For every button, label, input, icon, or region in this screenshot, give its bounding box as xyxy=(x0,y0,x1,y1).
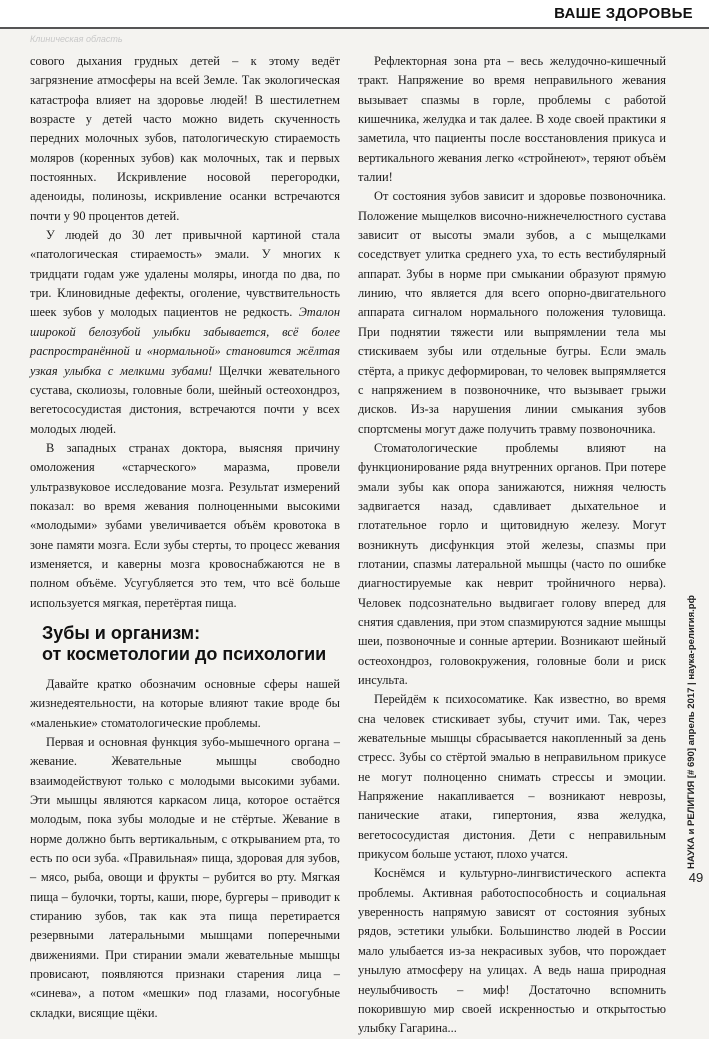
paragraph: В западных странах доктора, выясняя причину омоложения «старческого» маразма, провели ультразвуковое исследование мозга. Результат измерений показал: во время жевания полноценными высокими «молодыми» зубами увеличивается объём кровотока в зоне памяти мозга. Если зубы стерты, то процесс жевания изменяется, и каверны мозга кровоснабжаются не в полном объёме. Усугубляется это тем, что всё больше используется мягкая, перетёртая пища. xyxy=(30,440,340,610)
left-column xyxy=(30,52,340,1023)
paragraph: Рефлекторная зона рта – весь желудочно-кишечный тракт. Напряжение во время неправильного жевания вызывает спазмы в горле, проблемы с работой кишечника, желудка и так далее. В ходе своей практики я заметила, что пациенты после восстановления прикуса и вертикального жевания легко «стройнеют», теряют объём талии! xyxy=(358,54,666,185)
subheading xyxy=(42,623,340,665)
paragraph: Давайте кратко обозначим основные сферы нашей жизнедеятельности, на которые влияют такие вроде бы «маленькие» стоматологические проблемы. xyxy=(30,676,340,730)
page-number: 49 xyxy=(688,870,704,885)
paragraph: сового дыхания грудных детей – к этому ведёт загрязнение атмосферы на всей Земле. Так экологическая катастрофа влияет на здоровье людей! В шестилетнем возрасте у детей часто можно видеть скученность передних молочных зубов, патологическую стираемость моляров (коренных зубов) как молочных, так и первых постоянных. Искривление носовой перегородки, аденоиды, полинозы, искривление осанки встречаются почти у 90 процентов детей. xyxy=(30,54,340,223)
paragraph: От состояния зубов зависит и здоровье позвоночника. Положение мыщелков височно-нижнечелюстного сустава зависит от высоты эмали зубов, а с мыщелками соседствует улитка среднего уха, то есть вестибулярный аппарат. Зубы в норме при смыкании образуют прямую линию, что является для всего опорно-двигательного аппарата сигналом нормального положения туловища. При поднятии тяжести или выпрямлении тела мы стискиваем зубы или отдельные бугры. Если эмаль стёрта, а прикус деформирован, то человек выпрямляется с напряжением в позвоночнике, что вызывает грыжи дисков. Из-за нарушения линии смыкания зубов спортсмены могут даже получить травму позвоночника. xyxy=(358,189,666,436)
header-rule xyxy=(0,27,709,29)
vertical-masthead xyxy=(684,595,704,880)
paragraph: Коснёмся и культурно-лингвистического аспекта проблемы. Активная работоспособность и социальная уверенность напрямую зависят от состояния зубных рядов, эстетики улыбки. Большинство людей в России мало улыбается из-за некрасивых зубов, что порождает унылую атмосферу на улицах. А ведь наша природная неулыбчивость – миф! Достаточно вспомнить покорившую мир своей искренностью и открытостью улыбку Гагарина... xyxy=(358,866,666,1036)
paragraph: Стоматологические проблемы влияют на функционирование ряда внутренних органов. При потере эмали зубы как опора занижаются, нижняя челюсть задвигается назад, сдавливает дыхательное и глотательное горло и щитовидную железу. Могут возникнуть дисфункция этой железы, спазмы при глотании, спазмы латеральной мышцы (часто по ошибке диагностируемые как неврит тройничного нерва). Человек подсознательно выдвигает голову вперед для снятия сдавления, при этом спазмируются задние мышцы шеи, позвоночные и сонные артерии. Возникают шейный остеохондроз, головокружения, головные боли и риск инсульта. xyxy=(358,440,666,687)
paragraph xyxy=(30,226,340,439)
paragraph-text: У людей до 30 лет привычной картиной стала «патологическая стираемость» эмали. У многих к тридцати годам уже удалены моляры, иногда по два, по три. Клиновидные дефекты, оголение, чувствительность шеек зубов у молодых пациентов не редкость. xyxy=(30,228,340,320)
section-label: ВАШЕ ЗДОРОВЬЕ xyxy=(554,5,693,22)
italic-quote: Эталон широкой белозубой улыбки забывается, всё более распространённой и «нормальной» становится жёлтая узкая улыбка с мелкими зубами! xyxy=(30,305,340,378)
subheading-line: от косметологии до психологии xyxy=(42,643,327,664)
paragraph: Перейдём к психосоматике. Как известно, во время сна человек стискивает зубы, стучит ими. Так, через жевательные мышцы сбрасывается накопленный за день стресс. Зубы со стёртой эмалью в неправильном прикусе не могут полноценно снимать стрессы и эмоции. Напряжение накапливается – возникают неврозы, панические атаки, гипертония, язва желудка, вегетососудистая дистония. Дети с неправильным прикусом больше устают, плохо учатся. xyxy=(358,692,666,862)
subheading-line: Зубы и организм: xyxy=(42,622,201,643)
paragraph: Первая и основная функция зубо-мышечного органа – жевание. Жевательные мышцы свободно взаимодействуют только с молодыми высокими зубами. Эти мышцы являются каркасом лица, которое остаётся молодым, пока зубы молодые и не стёртые. Жевание в норме должно быть вертикальным, с открыванием рта, то есть по оси зуба. «Правильная» пища, здоровая для зубов, – мясо, рыба, овощи и фрукты – рубится во рту. Мягкая пища – булочки, торты, каши, пюре, бургеры – приводит к стиранию зубов, так как эта пища перетирается резервными латеральными мышцами поперечными движениями. При стирании эмали жевательные мышцы провисают, появляются признаки старения лица – «синева», а потом «мешки» под глазами, носогубные складки, висящие щёки. xyxy=(30,735,340,1020)
right-column xyxy=(358,52,666,1039)
masthead-text: НАУКА и РЕЛИГИЯ [# 690] апрель 2017 | наука-религия.рф xyxy=(686,595,697,869)
faint-show-through-text: Клиническая область xyxy=(30,34,123,44)
paragraph-text: Щелчки жевательного сустава, сколиозы, головные боли, шейный остеохондроз, вегетососудистая дистония, встречаются почти у всех молодых людей. xyxy=(30,363,340,436)
